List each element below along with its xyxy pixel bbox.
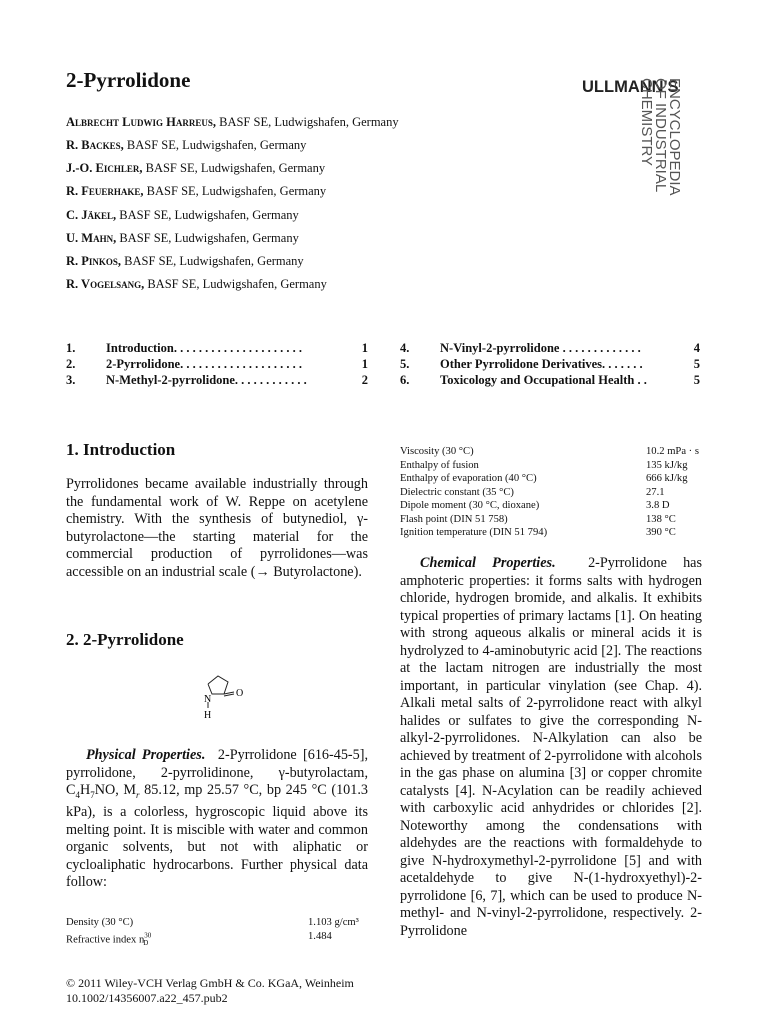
table-row <box>400 445 702 459</box>
author-line: C. Jäkel, BASF SE, Ludwigshafen, Germany <box>66 208 299 222</box>
table-row <box>400 513 702 527</box>
table-row <box>66 930 368 951</box>
author-line: Albrecht Ludwig Harreus, BASF SE, Ludwigshafen, Germany <box>66 115 399 129</box>
physical-data-table-left <box>66 916 368 951</box>
toc-entry-n-methyl[interactable]: 3. N-Methyl-2-pyrrolidone. . . . . . . . . . . . 2 <box>66 373 368 387</box>
property-value: 135 kJ/kg <box>646 459 688 471</box>
toc-entry-2-pyrrolidone[interactable]: 2. 2-Pyrrolidone. . . . . . . . . . . . . . . . . . . . 1 <box>66 357 368 371</box>
chemical-properties-paragraph: Chemical Properties. 2-Pyrrolidone has amphoteric properties: it forms salts with hydrogen chloride, hydrogen bromide, and alkalis. It exhibits typical properties of primary lactams [1]. On heating with strong aqueous alkalis or mineral acids it is hydrolyzed to 4-aminobutyric acid [2]. The reactions at the lactam nitrogen are industrially the most important, in particular vinylation (see Chap. 4). Alkali metal salts of 2-pyrrolidone react with alkyl halides or sulfates to give the corresponding N-alkyl-2-pyrrolidones. N-Alkylation can also be achieved by treatment of 2-pyrrolidone with alcohols in the gas phase on alumina [3] or copper chromite catalysts [4]. N-Acylation can be readily achieved with carboxylic acid anhydrides or chlorides [2]. Noteworthy among the condensations with aldehydes are the reactions with formaldehyde to give N-hydroxymethyl-2-pyrrolidone [5] and with acetaldehyde to give N-(1-hydroxyethyl)-2-pyrrolidone [6, 7], which can be used to produce N-methyl- and N-vinyl-2-pyrrolidone, respectively. 2-Pyrrolidone <box>400 555 702 939</box>
property-name: Flash point (DIN 51 758) <box>400 513 508 525</box>
nitrogen-label: N <box>204 694 212 705</box>
article-title: 2-Pyrrolidone <box>66 68 191 92</box>
toc-entry-n-vinyl[interactable]: 4. N-Vinyl-2-pyrrolidone . . . . . . . . . . . . . 4 <box>400 341 700 355</box>
table-row <box>400 472 702 486</box>
table-row <box>400 459 702 473</box>
property-name: Enthalpy of fusion <box>400 459 479 471</box>
hydrogen-label: H <box>204 710 212 721</box>
logo-line-industrial: OF INDUSTRIAL <box>652 78 669 193</box>
pyrrolidone-structure <box>196 672 256 724</box>
toc-entry-toxicology[interactable]: 6. Toxicology and Occupational Health . . 5 <box>400 373 700 387</box>
author-line: R. Vogelsang, BASF SE, Ludwigshafen, Germany <box>66 277 327 291</box>
toc-entry-other-derivatives[interactable]: 5. Other Pyrrolidone Derivatives. . . . . . . 5 <box>400 357 700 371</box>
property-value: 27.1 <box>646 486 665 498</box>
property-name: Refractive index $n^{30}_D$ <box>66 931 152 948</box>
property-name: Dipole moment (30 °C, dioxane) <box>400 500 540 511</box>
table-row <box>66 916 368 930</box>
property-value: 1.484 <box>308 930 332 942</box>
author-line: R. Backes, BASF SE, Ludwigshafen, Germany <box>66 138 307 152</box>
table-row <box>400 526 702 540</box>
property-value: 138 °C <box>646 513 676 525</box>
section-heading-2-pyrrolidone: 2. 2-Pyrrolidone <box>66 630 184 649</box>
oxygen-label: O <box>236 688 244 699</box>
property-value: 1.103 g/cm³ <box>308 917 359 928</box>
author-line: R. Pinkos, BASF SE, Ludwigshafen, Germany <box>66 254 304 268</box>
introduction-paragraph: Pyrrolidones became available industrially through the fundamental work of W. Reppe on acetylene chemistry. With the synthesis of butynediol, γ-butyrolactone—the starting material for the commercial production of pyrrolidones—was accessible on an industrial scale (→ Butyrolactone). <box>66 476 368 580</box>
property-value: 3.8 D <box>646 500 670 511</box>
logo-line-encyclopedia: ENCYCLOPEDIA <box>666 78 683 196</box>
section-heading-introduction: 1. Introduction <box>66 440 176 459</box>
author-line: R. Feuerhake, BASF SE, Ludwigshafen, Germany <box>66 184 327 198</box>
page-footer <box>66 976 354 1006</box>
table-row <box>400 486 702 500</box>
author-line: J.-O. Eichler, BASF SE, Ludwigshafen, Germany <box>66 161 326 175</box>
property-name: Viscosity (30 °C) <box>400 446 474 457</box>
toc-left <box>66 340 368 388</box>
property-name: Density (30 °C) <box>66 917 134 928</box>
author-line: U. Mahn, BASF SE, Ludwigshafen, Germany <box>66 231 299 245</box>
toc-right <box>400 340 700 388</box>
doi-line: 10.1002/14356007.a22_457.pub2 <box>66 991 228 1005</box>
property-name: Dielectric constant (35 °C) <box>400 486 514 498</box>
toc-entry-introduction[interactable]: 1. Introduction. . . . . . . . . . . . . . . . . . . . . 1 <box>66 341 368 355</box>
physical-properties-paragraph: Physical Properties. 2-Pyrrolidone [616-45-5], pyrrolidone, 2-pyrrolidinone, γ-butyrolactam, $C_4H_7NO$, $M_r$ 85.12, mp 25.57 °C, bp 245 °C (101.3 kPa), is a colorless, hygroscopic liquid above its melting point. It is miscible with water and common organic solvents, but not with aliphatic or cycloaliphatic hydrocarbons. Further physical data follow: <box>66 747 369 891</box>
ullmanns-logo <box>582 74 702 204</box>
property-value: 390 °C <box>646 527 676 538</box>
property-value: 10.2 mPa · s <box>646 446 699 457</box>
property-name: Ignition temperature (DIN 51 794) <box>400 527 548 538</box>
physical-data-table-right <box>400 445 702 540</box>
property-value: 666 kJ/kg <box>646 473 688 484</box>
logo-word: ULLMANN'S <box>582 78 679 96</box>
property-name: Enthalpy of evaporation (40 °C) <box>400 473 537 484</box>
table-row <box>400 499 702 513</box>
logo-line-chemistry: CHEMISTRY <box>638 78 655 167</box>
copyright-line: © 2011 Wiley-VCH Verlag GmbH & Co. KGaA, Weinheim <box>66 976 354 990</box>
